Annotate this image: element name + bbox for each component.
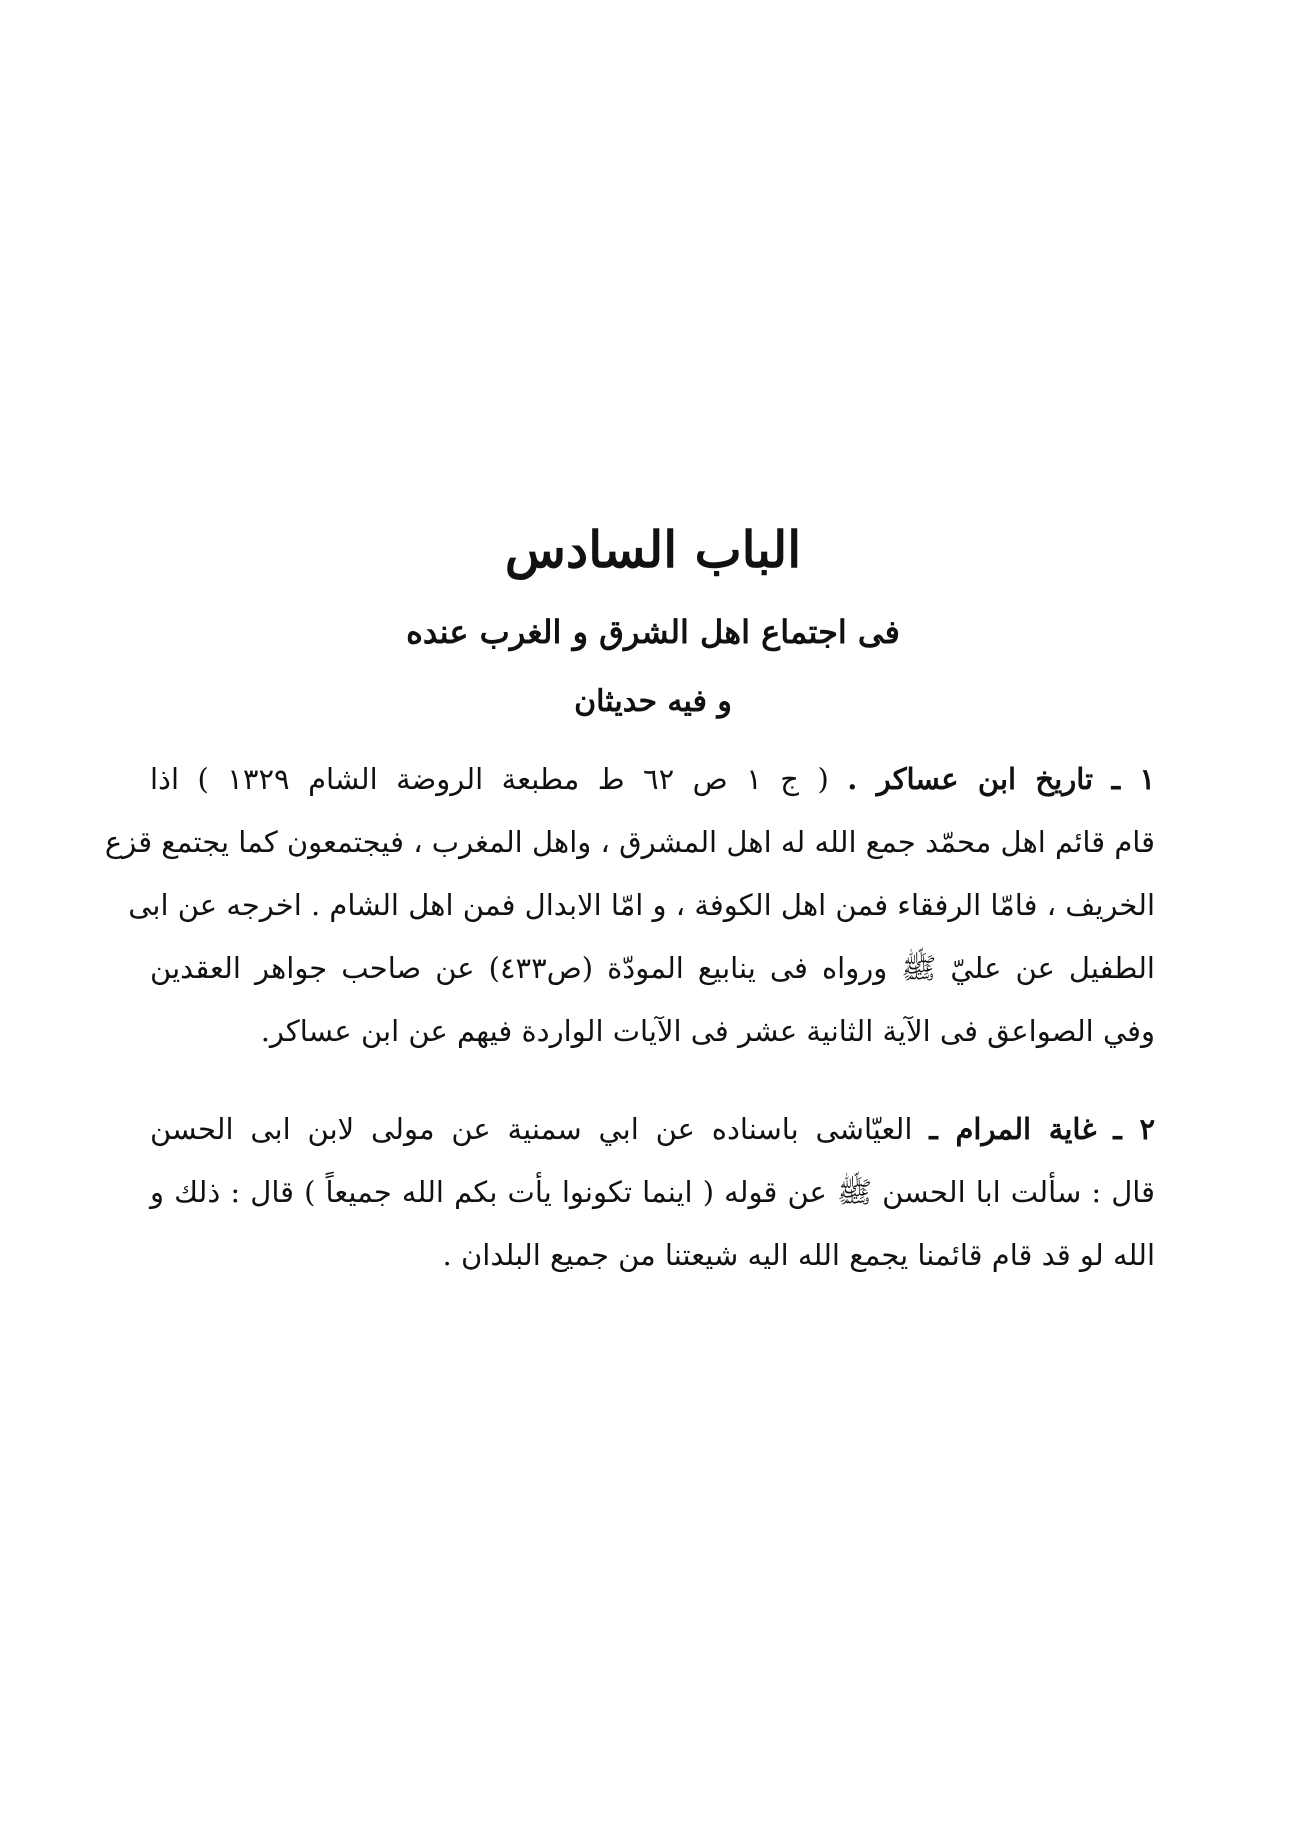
hadith-2 [150, 1098, 1155, 1287]
hadith-1-line-4: الطفيل عن عليّ ﷺ ورواه فى ينابيع المودّة (ص٤٣٣) عن صاحب جواهر العقدين [150, 951, 1155, 985]
hadith-2-number: ٢ ـ [1113, 1112, 1156, 1146]
hadith-2-line-1 [150, 1098, 1155, 1161]
hadith-1-line-1-text: ( ج ١ ص ٦٢ ط مطبعة الروضة الشام ١٣٢٩ ) اذا [150, 762, 829, 796]
hadith-2-line-3: الله لو قد قام قائمنا يجمع الله اليه شيعتنا من جميع البلدان . [442, 1238, 1155, 1272]
hadith-2-source: غاية المرام ـ [929, 1112, 1097, 1146]
chapter-subtitle-count: و فيه حديثان [574, 684, 732, 719]
hadith-2-line-2: قال : سألت ابا الحسن ﷺ عن قوله ( اينما تكونوا يأت بكم الله جميعاً ) قال : ذلك و [150, 1175, 1155, 1209]
hadith-1-line-2: قام قائم اهل محمّد جمع الله له اهل المشرق ، واهل المغرب ، فيجتمعون كما يجتمع قزع [104, 825, 1155, 859]
chapter-title: الباب السادس [504, 520, 802, 579]
hadith-1-line-5: وفي الصواعق فى الآية الثانية عشر فى الآيات الواردة فيهم عن ابن عساكر. [260, 1014, 1155, 1048]
hadith-1-number: ١ ـ [1111, 762, 1156, 796]
hadith-1-source: تاريخ ابن عساكر . [847, 762, 1094, 796]
hadith-2-line-1-text: العيّاشى باسناده عن ابي سمنية عن مولى لابن ابى الحسن [150, 1112, 913, 1146]
hadith-1-line-1 [150, 748, 1155, 811]
hadith-1 [104, 748, 1156, 1063]
chapter-subtitle: فى اجتماع اهل الشرق و الغرب عنده [406, 613, 900, 651]
hadith-1-line-3: الخريف ، فامّا الرفقاء فمن اهل الكوفة ، و امّا الابدال فمن اهل الشام . اخرجه عن ابى [128, 888, 1155, 922]
